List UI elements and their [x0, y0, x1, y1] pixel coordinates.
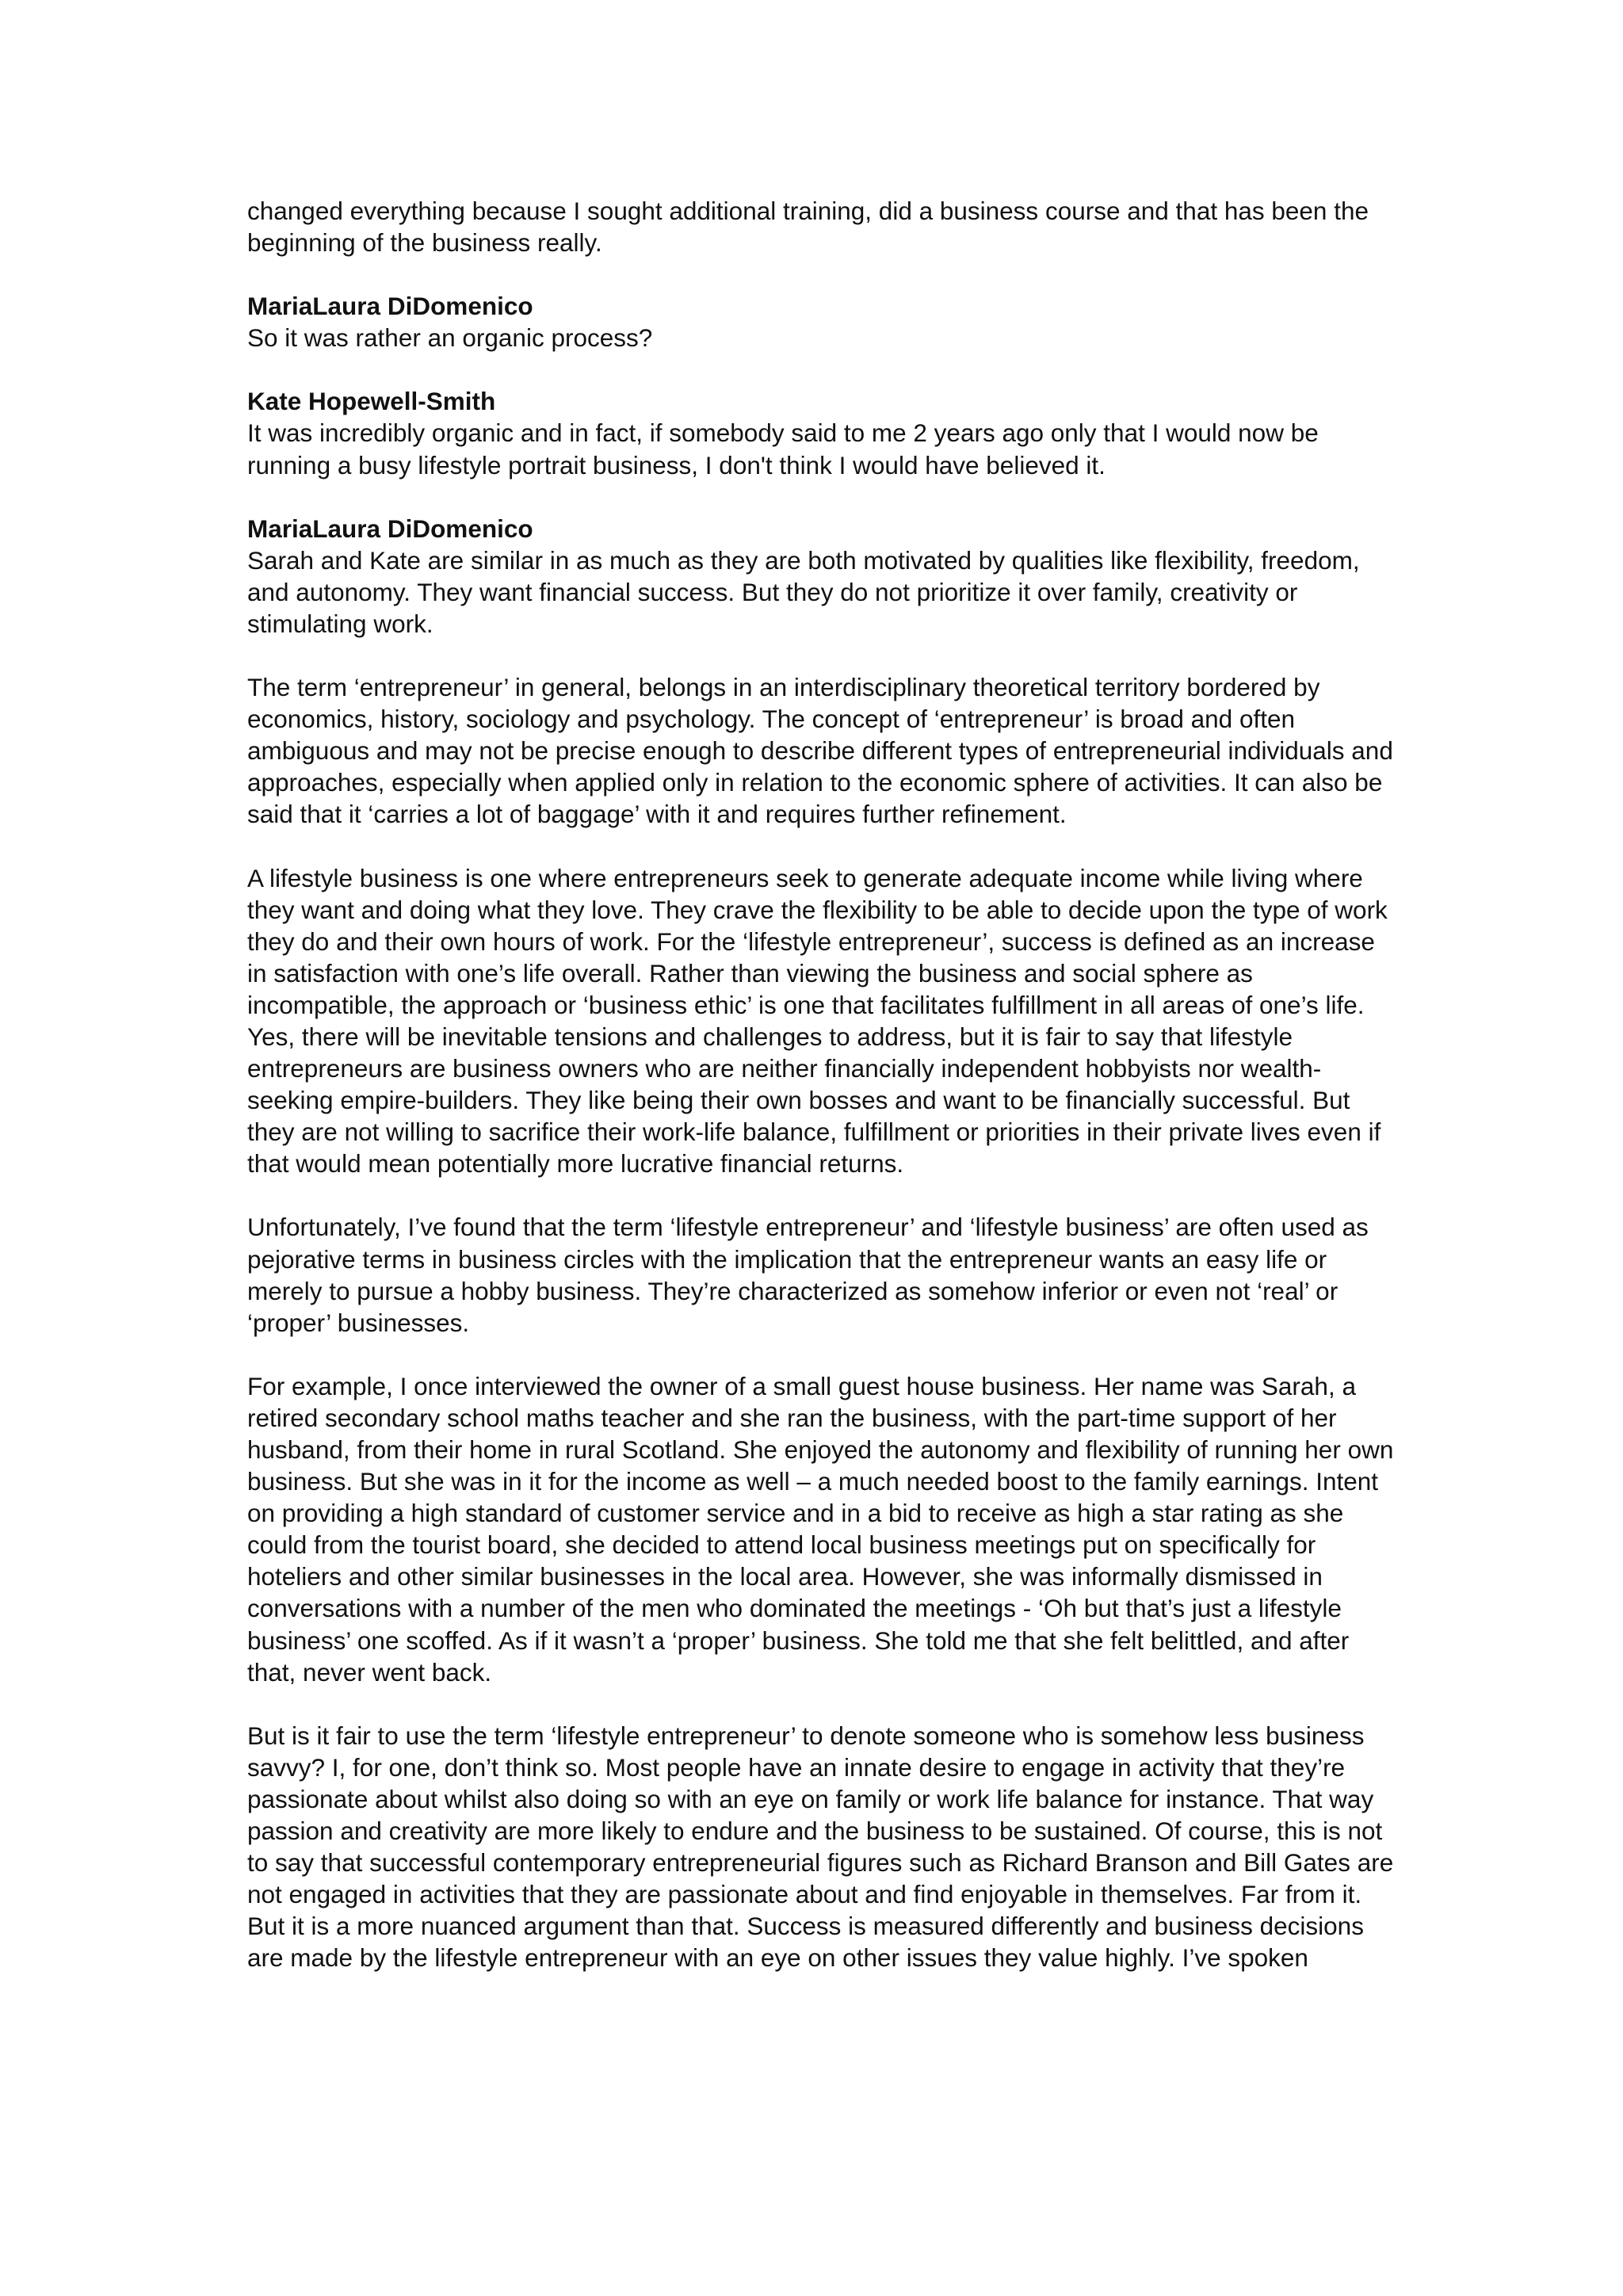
paragraph: A lifestyle business is one where entrepreneurs seek to generate adequate income while living where they want and doing what they love. They crave the flexibility to be able to decide upon the type of work they do and their own hours of work. For the ‘lifestyle entrepreneur’, success is defined as an increase in satisfaction with one’s life overall. Rather than viewing the business and social sphere as incompatible, the approach or ‘business ethic’ is one that facilitates fulfillment in all areas of one’s life. Yes, there will be inevitable tensions and challenges to address, but it is fair to say that lifestyle entrepreneurs are business owners who are neither financially independent hobbyists nor wealth-seeking empire-builders. They like being their own bosses and want to be financially successful. But they are not willing to sacrifice their work-life balance, fulfillment or priorities in their private lives even if that would mean potentially more lucrative financial returns.	[247, 863, 1388, 1179]
paragraph: changed everything because I sought additional training, did a business course and that has been the beginning of the business really.	[247, 197, 1369, 258]
speaker-name: Kate Hopewell-Smith	[247, 387, 496, 416]
transcript-block	[247, 195, 1396, 258]
paragraph: So it was rather an organic process?	[247, 323, 653, 353]
speaker-name: MariaLaura DiDomenico	[247, 514, 533, 543]
transcript-block	[247, 290, 1396, 353]
paragraph: For example, I once interviewed the owner of a small guest house business. Her name was Sarah, a retired secondary school maths teacher and she ran the business, with the part-time support of her husband, from their home in rural Scotland. She enjoyed the autonomy and flexibility of running her own business. But she was in it for the income as well – a much needed boost to the family earnings. Intent on providing a high standard of customer service and in a bid to receive as high a star rating as she could from the tourist board, she decided to attend local business meetings put on specifically for hoteliers and other similar businesses in the local area. However, she was informally dismissed in conversations with a number of the men who dominated the meetings - ‘Oh but that’s just a lifestyle business’ one scoffed. As if it wasn’t a ‘proper’ business. She told me that she felt belittled, and after that, never went back.	[247, 1371, 1394, 1687]
transcript-page	[247, 195, 1396, 2006]
paragraph: The term ‘entrepreneur’ in general, belongs in an interdisciplinary theoretical territory bordered by economics, history, sociology and psychology. The concept of ‘entrepreneur’ is broad and often ambiguous and may not be precise enough to describe different types of entrepreneurial individuals and approaches, especially when applied only in relation to the economic sphere of activities. It can also be said that it ‘carries a lot of baggage’ with it and requires further refinement.	[247, 673, 1393, 829]
transcript-block	[247, 385, 1396, 480]
transcript-block	[247, 513, 1396, 1974]
speaker-name: MariaLaura DiDomenico	[247, 292, 533, 321]
paragraph: Sarah and Kate are similar in as much as they are both motivated by qualities like flexibility, freedom, and autonomy. They want financial success. But they do not prioritize it over family, creativity or stimulating work.	[247, 545, 1360, 638]
paragraph: It was incredibly organic and in fact, if somebody said to me 2 years ago only that I would now be running a busy lifestyle portrait business, I don't think I would have believed it.	[247, 418, 1319, 479]
paragraph: Unfortunately, I’ve found that the term ‘lifestyle entrepreneur’ and ‘lifestyle business’ are often used as pejorative terms in business circles with the implication that the entrepreneur wants an easy life or merely to pursue a hobby business. They’re characterized as somehow inferior or even not ‘real’ or ‘proper’ businesses.	[247, 1213, 1369, 1337]
paragraph: But is it fair to use the term ‘lifestyle entrepreneur’ to denote someone who is somehow less business savvy? I, for one, don’t think so. Most people have an innate desire to engage in activity that they’re passionate about whilst also doing so with an eye on family or work life balance for instance. That way passion and creativity are more likely to endure and the business to be sustained. Of course, this is not to say that successful contemporary entrepreneurial figures such as Richard Branson and Bill Gates are not engaged in activities that they are passionate about and find enjoyable in themselves. Far from it. But it is a more nuanced argument than that. Success is measured differently and business decisions are made by the lifestyle entrepreneur with an eye on other issues they value highly. I’ve spoken	[247, 1721, 1394, 1973]
